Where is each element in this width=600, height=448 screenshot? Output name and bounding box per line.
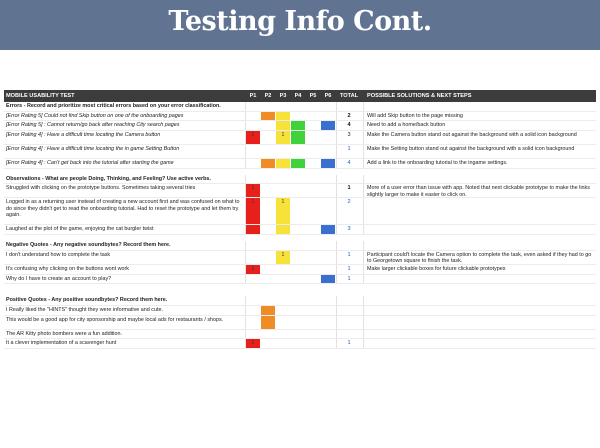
test-cell: I Really liked the "HINTS" thought they were informative and cute. <box>6 306 163 313</box>
total-cell: 1 <box>347 275 351 282</box>
participant-p3-mark <box>276 251 290 264</box>
participant-p3-mark <box>276 131 290 144</box>
participant-p3-mark <box>276 121 290 130</box>
column-divider <box>363 251 364 264</box>
table-row <box>4 316 596 330</box>
column-divider <box>336 159 337 168</box>
participant-p1-mark <box>246 339 260 348</box>
table-row <box>4 131 596 145</box>
column-divider <box>245 198 246 224</box>
total-cell: 3 <box>347 132 351 139</box>
column-divider <box>363 145 364 158</box>
column-divider <box>245 145 246 158</box>
header-p5: P5 <box>309 93 317 99</box>
column-divider <box>363 112 364 121</box>
column-divider <box>245 275 246 284</box>
test-cell: [Error Rating 4] : Have a difficult time locating the Camera button <box>6 132 161 139</box>
header-total: TOTAL <box>339 93 359 99</box>
participant-p4-mark <box>291 121 305 130</box>
column-divider <box>363 225 364 234</box>
header-p4: P4 <box>294 93 302 99</box>
solution-cell: More of a user error than issue with app. Noted that next clickable prototype to make the links slightly larger to make it easier to click on. <box>367 185 590 198</box>
participant-p1-mark <box>246 184 260 197</box>
column-divider <box>363 198 364 224</box>
test-cell: This would be a good app for city sponsorship and maybe local ads for restaurants / shops. <box>6 316 224 323</box>
solution-cell: Make larger clickable boxes for future clickable prototypes <box>367 265 506 272</box>
participant-p1-mark <box>246 198 260 224</box>
column-divider <box>336 339 337 348</box>
column-divider <box>363 275 364 284</box>
column-divider <box>363 306 364 315</box>
column-divider <box>245 131 246 144</box>
column-divider <box>336 296 337 305</box>
column-divider <box>245 296 246 305</box>
column-divider <box>363 330 364 339</box>
table-row <box>4 251 596 265</box>
test-cell: I don't understand how to complete the task <box>6 251 111 258</box>
table-row <box>4 112 596 122</box>
column-divider <box>363 316 364 329</box>
test-cell: [Error Rating 4] : Have a difficult time locating the in game Setting Button <box>6 146 180 153</box>
column-divider <box>363 296 364 305</box>
column-divider <box>363 184 364 197</box>
usability-test-table <box>4 90 596 349</box>
participant-p3-mark <box>276 225 290 234</box>
header-solutions: POSSIBLE SOLUTIONS & NEXT STEPS <box>367 93 472 99</box>
title-banner <box>0 0 600 50</box>
column-divider <box>336 241 337 250</box>
total-cell: 2 <box>347 199 351 206</box>
column-divider <box>336 112 337 121</box>
total-cell: 1 <box>347 265 351 272</box>
participant-p3-mark <box>276 112 290 121</box>
column-divider <box>363 131 364 144</box>
column-divider <box>245 175 246 184</box>
participant-p2-mark <box>261 159 275 168</box>
participant-p1-mark <box>246 131 260 144</box>
section-row <box>4 175 596 185</box>
table-row <box>4 265 596 275</box>
test-cell: Struggled with clicking on the prototype buttons. Sometimes taking several tries <box>6 185 196 192</box>
column-divider <box>245 225 246 234</box>
table-row <box>4 330 596 340</box>
total-cell: 1 <box>347 340 351 347</box>
column-divider <box>245 102 246 111</box>
test-cell: Why do I have to create an account to play? <box>6 275 112 282</box>
table-row <box>4 145 596 159</box>
table-row <box>4 306 596 316</box>
table-row <box>4 184 596 198</box>
table-row <box>4 121 596 131</box>
column-divider <box>245 251 246 264</box>
column-divider <box>245 121 246 130</box>
column-divider <box>336 306 337 315</box>
column-divider <box>336 184 337 197</box>
mark-count: 1 <box>251 199 255 206</box>
solution-cell: Need to add a home/back button <box>367 122 446 129</box>
total-cell: 4 <box>347 122 351 129</box>
mark-count: 1 <box>281 199 285 206</box>
test-cell: [Error Rating 5] Could not find Skip button on one of the onboarding pages <box>6 112 184 119</box>
column-divider <box>245 265 246 274</box>
mark-count: 1 <box>251 185 255 192</box>
test-cell: Negative Quotes - Any negative soundbytes? Record them here. <box>6 242 171 249</box>
solution-cell: Add a link to the onboarding tutorial to the ingame settings. <box>367 160 508 167</box>
column-divider <box>336 145 337 158</box>
column-divider <box>363 159 364 168</box>
column-divider <box>245 316 246 329</box>
participant-p4-mark <box>291 131 305 144</box>
column-divider <box>336 265 337 274</box>
participant-p6-mark <box>321 121 335 130</box>
test-cell: The AR Kitty photo bombers were a fun addition. <box>6 330 122 337</box>
column-divider <box>336 175 337 184</box>
column-divider <box>336 198 337 224</box>
table-row <box>4 339 596 349</box>
header-p6: P6 <box>324 93 332 99</box>
total-cell: 4 <box>347 160 351 167</box>
column-divider <box>363 339 364 348</box>
section-row <box>4 241 596 251</box>
mark-count: 1 <box>281 132 285 139</box>
mark-count: 1 <box>251 132 255 139</box>
column-divider <box>363 241 364 250</box>
column-divider <box>363 175 364 184</box>
participant-p6-mark <box>321 225 335 234</box>
participant-p1-mark <box>246 265 260 274</box>
test-cell: [Error Rating 4] : Can't get back into the tutorial after starting the game <box>6 160 174 167</box>
header-p3: P3 <box>279 93 287 99</box>
solution-cell: Will add Skip button to the page missing <box>367 112 463 119</box>
section-row <box>4 102 596 112</box>
column-divider <box>336 102 337 111</box>
participant-p6-mark <box>321 275 335 284</box>
test-cell: It's confusing why clicking on the buttons wont work <box>6 265 129 272</box>
participant-p1-mark <box>246 225 260 234</box>
participant-p3-mark <box>276 159 290 168</box>
page-title: Testing Info Cont. <box>168 6 432 37</box>
column-divider <box>363 121 364 130</box>
column-divider <box>336 225 337 234</box>
participant-p2-mark <box>261 316 275 329</box>
test-cell: It a clever implementation of a scavenger hunt <box>6 340 117 347</box>
test-cell: Errors - Record and prioritize most critical errors based on your error classification. <box>6 103 221 109</box>
total-cell: 3 <box>347 226 351 233</box>
column-divider <box>363 265 364 274</box>
column-divider <box>245 184 246 197</box>
section-row <box>4 296 596 306</box>
test-cell: Laughed at the plot of the game, enjoying the cat burgler twist <box>6 226 154 233</box>
column-divider <box>336 131 337 144</box>
table-row <box>4 159 596 169</box>
column-divider <box>245 306 246 315</box>
column-divider <box>336 275 337 284</box>
column-divider <box>245 112 246 121</box>
participant-p2-mark <box>261 306 275 315</box>
column-divider <box>245 330 246 339</box>
header-test: MOBILE USABILITY TEST <box>6 93 75 99</box>
total-cell: 1 <box>347 146 351 153</box>
column-divider <box>336 251 337 264</box>
participant-p6-mark <box>321 159 335 168</box>
test-cell: Positive Quotes - Any positive soundbytes? Record them here. <box>6 297 168 304</box>
header-p1: P1 <box>249 93 257 99</box>
solution-cell: Make the Setting button stand out against the background with a solid icon background <box>367 146 575 153</box>
mark-count: 1 <box>281 251 285 258</box>
total-cell: 1 <box>347 185 351 192</box>
participant-p3-mark <box>276 198 290 224</box>
test-cell: Observations - What are people Doing, Thinking, and Feeling? Use active verbs. <box>6 175 211 182</box>
total-cell: 1 <box>347 251 351 258</box>
test-cell: [Error Rating 5] : Cannot return/go back after reaching City search pages <box>6 122 180 129</box>
column-divider <box>363 102 364 111</box>
table-row <box>4 275 596 285</box>
header-p2: P2 <box>264 93 272 99</box>
column-divider <box>336 121 337 130</box>
total-cell: 2 <box>347 112 351 119</box>
participant-p4-mark <box>291 159 305 168</box>
column-divider <box>245 241 246 250</box>
solution-cell: Participant could't locate the Camera option to complete the task, even asked if they had to go to Georgetown square to finish the task. <box>367 251 592 265</box>
table-row <box>4 225 596 235</box>
table-header <box>4 90 596 102</box>
solution-cell: Make the Camera button stand out against the background with a solid icon background <box>367 132 577 139</box>
column-divider <box>336 316 337 329</box>
column-divider <box>336 330 337 339</box>
participant-p2-mark <box>261 112 275 121</box>
mark-count: 1 <box>251 265 255 272</box>
table-body <box>4 102 596 349</box>
column-divider <box>245 339 246 348</box>
mark-count: 1 <box>251 340 255 347</box>
test-cell: Logged in as a returning user instead of creating a new account first and was confused on what to do since they didn't get to read the onboarding tutorial. Had to reset the prototype and let them try again. <box>6 199 240 219</box>
column-divider <box>245 159 246 168</box>
table-row <box>4 198 596 225</box>
